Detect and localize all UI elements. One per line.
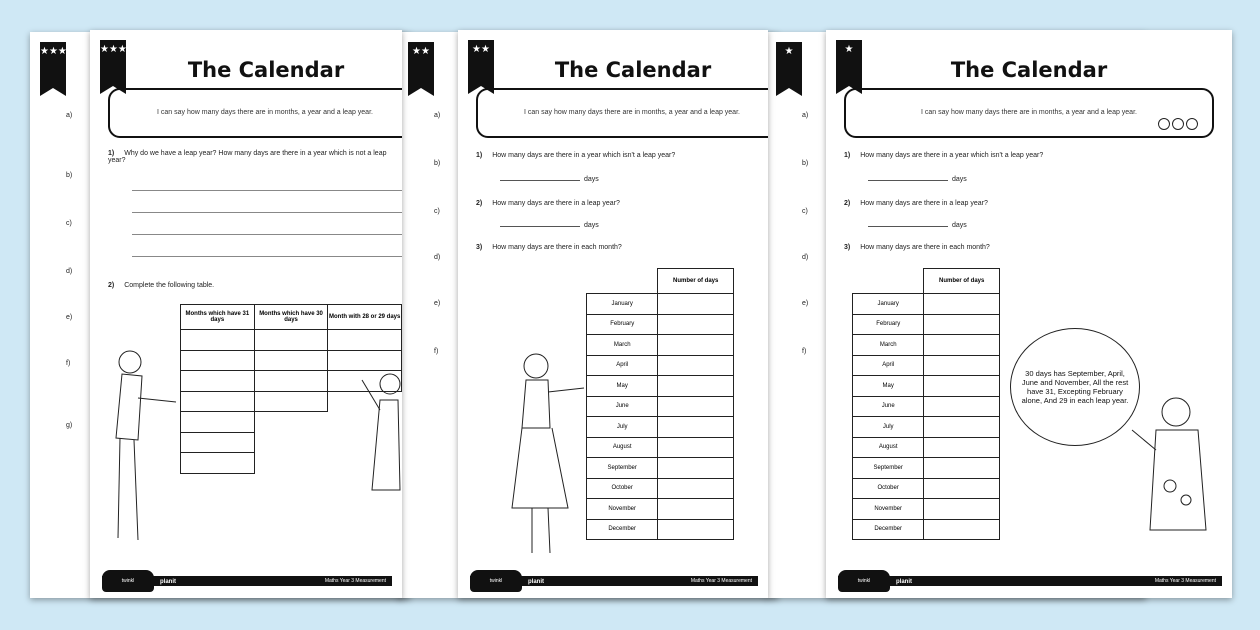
month-cell: May — [587, 376, 658, 397]
learning-objective: I can say how many days there are in months, a year and a leap year. — [108, 88, 402, 138]
stars-badge: ★★★ — [40, 42, 66, 88]
month-cell: July — [853, 417, 924, 438]
question-letter: a) — [802, 112, 809, 119]
question-letter: b) — [802, 160, 809, 167]
column-header: Number of days — [924, 269, 1000, 294]
stars-badge: ★★ — [408, 42, 434, 88]
footer-bar: Maths Year 3 Measurement — [102, 576, 392, 586]
question-letter: d) — [434, 254, 441, 261]
month-cell: June — [587, 396, 658, 417]
table-header: Months which have 30 days — [254, 305, 328, 330]
month-cell: October — [853, 478, 924, 499]
month-cell: March — [853, 335, 924, 356]
question-letter: c) — [802, 208, 808, 215]
stars-badge: ★★★ — [100, 40, 126, 86]
question-letter: e) — [802, 300, 809, 307]
speech-bubble: 30 days has September, April, June and November, All the rest have 31, Excepting February alone, And 29 in each leap year. — [1010, 328, 1140, 446]
question-1: 1) How many days are there in a year which isn't a leap year? — [844, 152, 1044, 159]
month-cell: June — [853, 396, 924, 417]
twinkl-logo: twinkl — [470, 570, 522, 592]
month-cell: November — [587, 499, 658, 520]
learning-objective: I can say how many days there are in months, a year and a leap year. — [844, 88, 1214, 138]
month-cell: September — [587, 458, 658, 479]
stars-badge: ★ — [836, 40, 862, 86]
stars-badge: ★★ — [468, 40, 494, 86]
answer-line — [132, 256, 402, 257]
month-cell: April — [853, 355, 924, 376]
question-3: 3) How many days are there in each month? — [844, 244, 990, 251]
girl-pointing-illustration — [508, 348, 588, 558]
question-letter: e) — [434, 300, 441, 307]
girl-illustration — [360, 370, 402, 550]
footer-bar: Maths Year 3 Measurement — [838, 576, 1222, 586]
table-header: Month with 28 or 29 days — [328, 305, 402, 330]
question-letter: b) — [434, 160, 441, 167]
page-title: The Calendar — [187, 58, 345, 82]
footer — [826, 562, 1232, 598]
month-cell: July — [587, 417, 658, 438]
worksheet-three-star — [90, 30, 402, 598]
days-table — [852, 268, 1000, 540]
planit-label: planit — [160, 579, 176, 585]
answer-blank[interactable]: days — [868, 222, 967, 229]
worksheet-one-star — [826, 30, 1232, 598]
month-cell: February — [587, 314, 658, 335]
question-letter: b) — [66, 172, 73, 179]
question-letter: e) — [66, 314, 73, 321]
month-cell: December — [853, 519, 924, 540]
page-title: The Calendar — [950, 58, 1108, 82]
month-cell: August — [853, 437, 924, 458]
footer — [90, 562, 402, 598]
answer-blank[interactable]: days — [868, 176, 967, 183]
month-cell: April — [587, 355, 658, 376]
answer-line — [132, 212, 402, 213]
twinkl-logo: twinkl — [838, 570, 890, 592]
question-letter: g) — [66, 422, 73, 429]
question-letter: c) — [434, 208, 440, 215]
table-header: Months which have 31 days — [181, 305, 255, 330]
page-title: The Calendar — [554, 58, 712, 82]
planit-label: planit — [896, 579, 912, 585]
month-cell: October — [587, 478, 658, 499]
column-header: Number of days — [658, 269, 734, 294]
answer-blank[interactable]: days — [500, 222, 599, 229]
question-letter: f) — [66, 360, 71, 367]
question-letter: a) — [434, 112, 441, 119]
boy-illustration — [108, 348, 178, 548]
month-cell: March — [587, 335, 658, 356]
planit-label: planit — [528, 579, 544, 585]
question-letter: d) — [802, 254, 809, 261]
girl-thumbs-up-illustration — [1126, 390, 1222, 570]
days-table — [586, 268, 734, 540]
question-2: 2) How many days are there in a leap year? — [844, 200, 988, 207]
question-2: 2) How many days are there in a leap year? — [476, 200, 620, 207]
month-cell: January — [853, 294, 924, 315]
month-cell: May — [853, 376, 924, 397]
month-cell: August — [587, 437, 658, 458]
question-1: 1) How many days are there in a year which isn't a leap year? — [476, 152, 676, 159]
decorative-circles — [1158, 118, 1198, 130]
month-cell: January — [587, 294, 658, 315]
footer — [458, 562, 768, 598]
question-letter: c) — [66, 220, 72, 227]
question-2: 2) Complete the following table. — [108, 282, 215, 289]
question-letter: f) — [802, 348, 807, 355]
question-letter: f) — [434, 348, 439, 355]
answer-line — [132, 234, 402, 235]
answer-line — [132, 190, 402, 191]
question-3: 3) How many days are there in each month? — [476, 244, 622, 251]
footer-bar: Maths Year 3 Measurement — [470, 576, 758, 586]
month-cell: December — [587, 519, 658, 540]
question-letter: d) — [66, 268, 73, 275]
month-cell: November — [853, 499, 924, 520]
answer-blank[interactable]: days — [500, 176, 599, 183]
question-1: 1) Why do we have a leap year? How many days are there in a year which is not a leap year? — [108, 150, 387, 164]
question-letter: a) — [66, 112, 73, 119]
month-cell: February — [853, 314, 924, 335]
stars-badge: ★ — [776, 42, 802, 88]
twinkl-logo: twinkl — [102, 570, 154, 592]
month-cell: September — [853, 458, 924, 479]
learning-objective: I can say how many days there are in months, a year and a leap year. — [476, 88, 768, 138]
worksheet-two-star — [458, 30, 768, 598]
